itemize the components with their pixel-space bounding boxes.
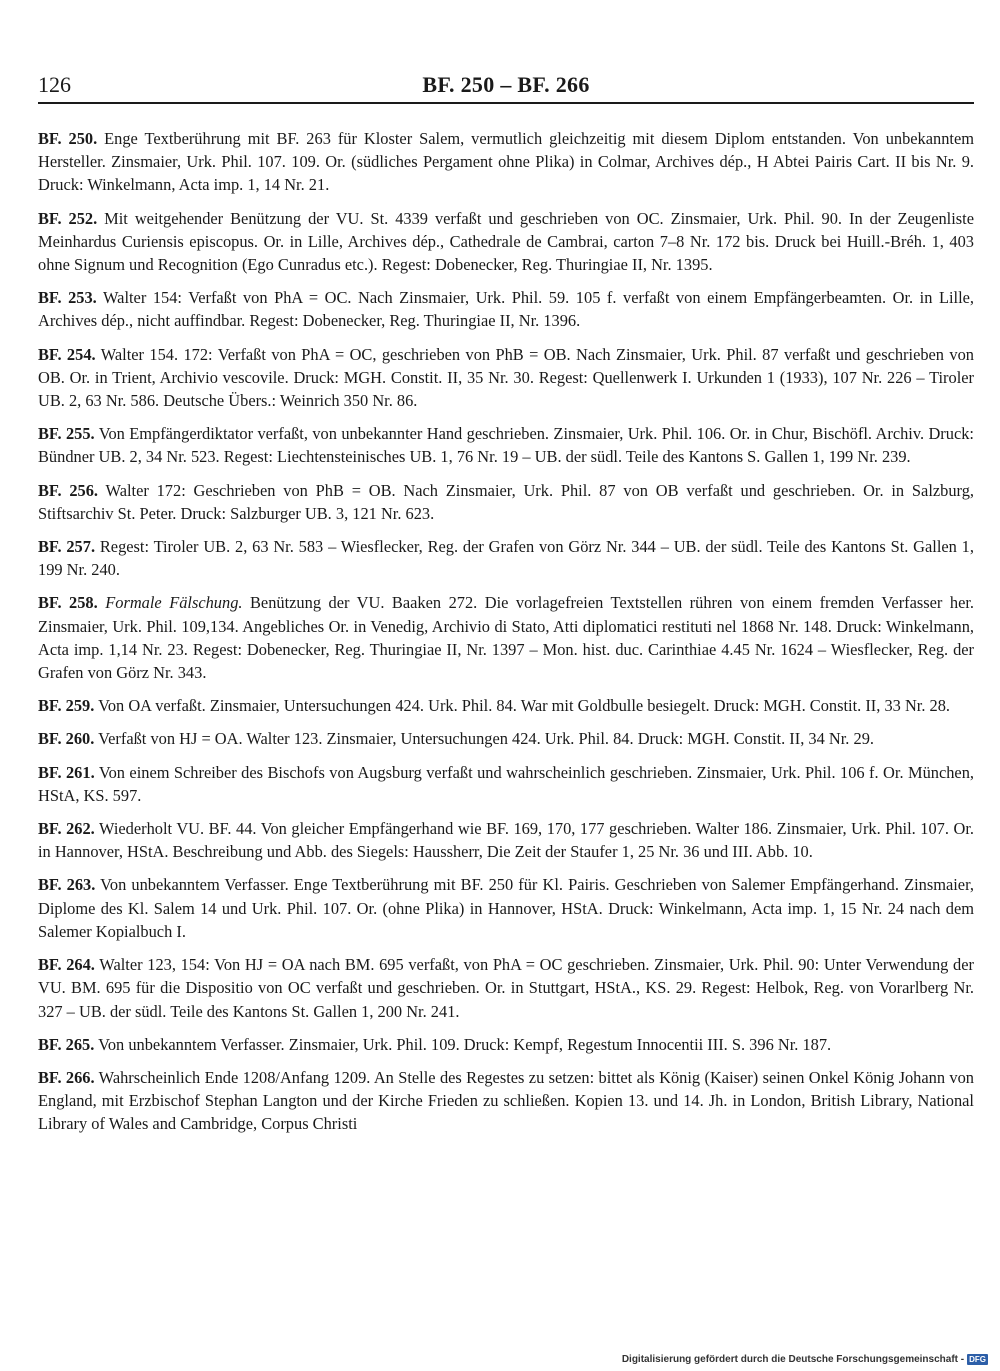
- entry-text: Von Empfängerdiktator verfaßt, von unbekannter Hand geschrieben. Zinsmaier, Urk. Phil. 106. Or. in Chur, Bischöfl. Archiv. Druck: Bündner UB. 2, 34 Nr. 523. Regest: Liechtensteinisches UB. 1, 76 Nr. 19 – UB. der südl. Teile des Kantons S. Gallen 1, 199 Nr. 239.: [38, 424, 974, 467]
- entry-text: Von OA verfaßt. Zinsmaier, Untersuchungen 424. Urk. Phil. 84. War mit Goldbulle besiegelt. Druck: MGH. Constit. II, 33 Nr. 28.: [94, 696, 951, 716]
- entry-id: BF. 255.: [38, 424, 95, 444]
- entry-id: BF. 266.: [38, 1067, 95, 1087]
- footer-text: Digitalisierung gefördert durch die Deutsche Forschungsgemeinschaft -: [621, 1354, 965, 1365]
- entry-text: Mit weitgehender Benützung der VU. St. 4339 verfaßt und geschrieben von OC. Zinsmaier, Urk. Phil. 90. In der Zeugenliste Meinhardus Curiensis episcopus. Or. in Lille, Archives dép., Cathedrale de Cambrai, carton 7–8 Nr. 172 bis. Druck bei Huill.-Bréh. 1, 403 ohne Signum und Recognition (Ego Cunradus etc.). Regest: Dobenecker, Reg. Thuringiae II, Nr. 1395.: [38, 208, 974, 275]
- entry-text: Walter 172: Geschrieben von PhB = OB. Nach Zinsmaier, Urk. Phil. 87 von OB verfaßt und geschrieben. Or. in Salzburg, Stiftsarchiv St. Peter. Druck: Salzburger UB. 3, 121 Nr. 623.: [38, 480, 974, 523]
- header-rule: [38, 102, 974, 104]
- entry-id: BF. 259.: [38, 696, 95, 716]
- entry-text: Walter 154. 172: Verfaßt von PhA = OC, geschrieben von PhB = OB. Nach Zinsmaier, Urk. Phil. 87 verfaßt und geschrieben von OB. Or. in Trient, Archivio vescovile. Druck: MGH. Constit. II, 35 Nr. 30. Regest: Quellenwerk I. Urkunden 1 (1933), 107 Nr. 226 – Tiroler UB. 2, 63 Nr. 586. Deutsche Übers.: Weinrich 350 Nr. 86.: [38, 344, 974, 411]
- entry-text-continued: Benützung der VU. Baaken 272. Die vorlagefreien Textstellen rühren von einem fremden Verfasser her. Zinsmaier, Urk. Phil. 109,134. Angebliches Or. in Venedig, Archivio di Stato, Atti diplomatici restituti nel 1868 Nr. 148. Druck: Winkelmann, Acta imp. 1,14 Nr. 23. Regest: Dobenecker, Reg. Thuringiae II, Nr. 1397 – Mon. hist. duc. Carinthiae 4.45 Nr. 1624 – Wiesflecker, Reg. der Grafen von Görz Nr. 343.: [38, 593, 975, 683]
- entry: [38, 343, 974, 413]
- entry-text: Verfaßt von HJ = OA. Walter 123. Zinsmaier, Untersuchungen 424. Urk. Phil. 84. Druck: MGH. Constit. II, 34 Nr. 29.: [94, 729, 874, 749]
- page-number: 126: [38, 72, 71, 97]
- entry-id: BF. 253.: [38, 288, 97, 308]
- entry-id: BF. 260.: [38, 729, 95, 749]
- entry-id: BF. 263.: [38, 875, 96, 895]
- entry-id: BF. 254.: [38, 344, 96, 364]
- entry-text: Von einem Schreiber des Bischofs von Augsburg verfaßt und wahrscheinlich geschrieben. Zinsmaier, Urk. Phil. 106 f. Or. München, HStA, KS. 597.: [38, 762, 974, 805]
- digitization-footer: [622, 1354, 988, 1366]
- entry: [38, 873, 974, 943]
- entry: [38, 817, 974, 863]
- entry-id: BF. 258.: [38, 593, 98, 613]
- entry-text: Von unbekanntem Verfasser. Enge Textberührung mit BF. 250 für Kl. Pairis. Geschrieben von Salemer Empfängerhand. Zinsmaier, Diplome des Kl. Salem 14 und Urk. Phil. 107. Or. (ohne Plika) in Hannover, HStA. Druck: Winkelmann, Acta imp. 1, 15 Nr. 24 nach dem Salemer Kopialbuch I.: [38, 875, 974, 941]
- entry-text: Walter 123, 154: Von HJ = OA nach BM. 695 verfaßt, von PhA = OC geschrieben. Zinsmaier, Urk. Phil. 90: Unter Verwendung der VU. BM. 695 für die Dispositio von OC verfaßt und geschrieben. Or. in Stuttgart, HStA., KS. 29. Regest: Helbok, Reg. von Vorarlberg Nr. 327 – UB. der südl. Teile des Kantons St. Gallen 1, 200 Nr. 241.: [38, 955, 974, 1021]
- entry: [38, 953, 974, 1023]
- entry-text: Wiederholt VU. BF. 44. Von gleicher Empfängerhand wie BF. 169, 170, 177 geschrieben. Walter 186. Zinsmaier, Urk. Phil. 107. Or. in Hannover, HStA. Beschreibung und Abb. des Siegels: Haussherr, Die Zeit der Staufer 1, 25 Nr. 36 und III. Abb. 10.: [38, 819, 974, 862]
- entry: [38, 591, 974, 684]
- entry-id: BF. 261.: [38, 762, 95, 782]
- entry-id: BF. 256.: [38, 480, 99, 500]
- entry-id: BF. 262.: [38, 819, 95, 839]
- entry: [38, 127, 974, 197]
- entries-list: [38, 127, 974, 1146]
- entry: [38, 207, 974, 277]
- entry-emphasis: Formale Fälschung.: [105, 593, 243, 613]
- entry: [38, 535, 974, 581]
- entry-id: BF. 252.: [38, 208, 98, 228]
- entry-text: Walter 154: Verfaßt von PhA = OC. Nach Zinsmaier, Urk. Phil. 59. 105 f. verfaßt von einem Empfängerbeamten. Or. in Lille, Archives dép., nicht auffindbar. Regest: Dobenecker, Reg. Thuringiae II, Nr. 1396.: [38, 288, 974, 331]
- entry-id: BF. 257.: [38, 537, 96, 557]
- page-header: [38, 72, 974, 102]
- dfg-logo: DFG: [969, 1355, 986, 1364]
- entry-text: Enge Textberührung mit BF. 263 für Kloster Salem, vermutlich gleichzeitig mit diesem Diplom entstanden. Von unbekanntem Hersteller. Zinsmaier, Urk. Phil. 107. 109. Or. (südliches Pergament ohne Plika) in Colmar, Archives dép., H Abtei Pairis Cart. II bis Nr. 9. Druck: Winkelmann, Acta imp. 1, 14 Nr. 21.: [38, 129, 974, 195]
- entry: [38, 761, 974, 807]
- entry: [38, 479, 974, 525]
- entry: [38, 422, 974, 468]
- entry-id: BF. 250.: [38, 129, 98, 148]
- entry: [38, 1033, 974, 1056]
- running-title: BF. 250 – BF. 266: [422, 72, 590, 97]
- entry: [38, 286, 974, 332]
- entry-text: Von unbekanntem Verfasser. Zinsmaier, Urk. Phil. 109. Druck: Kempf, Regestum Innocentii III. S. 396 Nr. 187.: [94, 1034, 832, 1054]
- entry-text: Wahrscheinlich Ende 1208/Anfang 1209. An Stelle des Regestes zu setzen: bittet als König (Kaiser) seinen Onkel König Johann von England, mit Erzbischof Stephan Langton und der Kirche Frieden zu schließen. Kopien 13. und 14. Jh. in London, British Library, National Library of Wales and Cambridge, Corpus Christi: [38, 1067, 974, 1134]
- entry-id: BF. 264.: [38, 955, 95, 975]
- entry: [38, 694, 974, 717]
- entry: [38, 727, 974, 750]
- entry-text: Regest: Tiroler UB. 2, 63 Nr. 583 – Wiesflecker, Reg. der Grafen von Görz Nr. 344 – UB. der südl. Teile des Kantons St. Gallen 1, 199 Nr. 240.: [38, 537, 974, 580]
- entry-id: BF. 265.: [38, 1034, 95, 1054]
- entry: [38, 1066, 974, 1136]
